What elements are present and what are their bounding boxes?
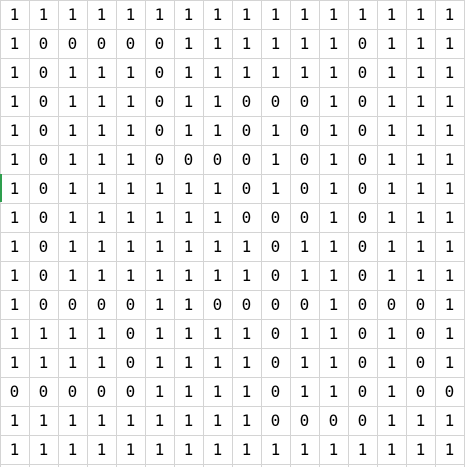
cell-r9-c15[interactable]: 1: [415, 236, 426, 256]
cell-r6-c3[interactable]: 1: [67, 149, 78, 169]
cell-r14-c5[interactable]: 0: [125, 381, 136, 401]
cell-r13-c14[interactable]: 1: [386, 352, 397, 372]
cell-r14-c7[interactable]: 1: [183, 381, 194, 401]
cell-r9-c8[interactable]: 1: [212, 236, 223, 256]
cell-r1-c10[interactable]: 1: [270, 4, 281, 24]
cell-r11-c6[interactable]: 1: [154, 294, 165, 314]
cell-r6-c4[interactable]: 1: [96, 149, 107, 169]
cell-r10-c5[interactable]: 1: [125, 265, 136, 285]
cell-r6-c6[interactable]: 0: [154, 149, 165, 169]
cell-r14-c1[interactable]: 0: [9, 381, 20, 401]
cell-r12-c3[interactable]: 1: [67, 323, 78, 343]
cell-r10-c16[interactable]: 1: [444, 265, 455, 285]
cell-r15-c13[interactable]: 0: [357, 410, 368, 430]
cell-r11-c9[interactable]: 0: [241, 294, 252, 314]
active-cell-indicator: [0, 174, 2, 202]
cell-r1-c13[interactable]: 1: [357, 4, 368, 24]
cell-r12-c8[interactable]: 1: [212, 323, 223, 343]
cell-r6-c5[interactable]: 1: [125, 149, 136, 169]
cell-r3-c8[interactable]: 1: [212, 62, 223, 82]
cell-r7-c16[interactable]: 1: [444, 178, 455, 198]
cell-r14-c14[interactable]: 1: [386, 381, 397, 401]
cell-r12-c9[interactable]: 1: [241, 323, 252, 343]
cell-r11-c14[interactable]: 0: [386, 294, 397, 314]
cell-r5-c13[interactable]: 0: [357, 120, 368, 140]
cell-r9-c16[interactable]: 1: [444, 236, 455, 256]
cell-r2-c10[interactable]: 1: [270, 33, 281, 53]
cell-r1-c8[interactable]: 1: [212, 4, 223, 24]
cell-r10-c9[interactable]: 1: [241, 265, 252, 285]
cell-r8-c13[interactable]: 0: [357, 207, 368, 227]
cell-r15-c2[interactable]: 1: [38, 410, 49, 430]
cell-r16-c7[interactable]: 1: [183, 439, 194, 459]
cell-r2-c7[interactable]: 1: [183, 33, 194, 53]
cell-r3-c9[interactable]: 1: [241, 62, 252, 82]
cell-r9-c14[interactable]: 1: [386, 236, 397, 256]
cell-r16-c14[interactable]: 1: [386, 439, 397, 459]
cell-r16-c16[interactable]: 1: [444, 439, 455, 459]
cell-r11-c11[interactable]: 0: [299, 294, 310, 314]
cell-r5-c9[interactable]: 0: [241, 120, 252, 140]
cell-r8-c4[interactable]: 1: [96, 207, 107, 227]
cell-r12-c15[interactable]: 0: [415, 323, 426, 343]
cell-r8-c1[interactable]: 1: [9, 207, 20, 227]
cell-r14-c12[interactable]: 1: [328, 381, 339, 401]
cell-r5-c10[interactable]: 1: [270, 120, 281, 140]
cell-r12-c7[interactable]: 1: [183, 323, 194, 343]
cell-r3-c6[interactable]: 0: [154, 62, 165, 82]
cell-r5-c16[interactable]: 1: [444, 120, 455, 140]
cell-r6-c11[interactable]: 0: [299, 149, 310, 169]
cell-r9-c9[interactable]: 1: [241, 236, 252, 256]
cell-r8-c3[interactable]: 1: [67, 207, 78, 227]
cell-r11-c5[interactable]: 0: [125, 294, 136, 314]
cell-r10-c6[interactable]: 1: [154, 265, 165, 285]
cell-r11-c1[interactable]: 1: [9, 294, 20, 314]
cell-r10-c12[interactable]: 1: [328, 265, 339, 285]
cell-r1-c4[interactable]: 1: [96, 4, 107, 24]
cell-r4-c9[interactable]: 0: [241, 91, 252, 111]
cell-r4-c1[interactable]: 1: [9, 91, 20, 111]
cell-r3-c11[interactable]: 1: [299, 62, 310, 82]
cell-r16-c8[interactable]: 1: [212, 439, 223, 459]
cell-r13-c15[interactable]: 0: [415, 352, 426, 372]
cell-r12-c13[interactable]: 0: [357, 323, 368, 343]
cell-r10-c11[interactable]: 1: [299, 265, 310, 285]
cell-r8-c14[interactable]: 1: [386, 207, 397, 227]
cell-r14-c13[interactable]: 0: [357, 381, 368, 401]
cell-r5-c6[interactable]: 0: [154, 120, 165, 140]
cell-r7-c3[interactable]: 1: [67, 178, 78, 198]
cell-r9-c1[interactable]: 1: [9, 236, 20, 256]
cell-r10-c15[interactable]: 1: [415, 265, 426, 285]
cell-r2-c4[interactable]: 0: [96, 33, 107, 53]
cell-r1-c1[interactable]: 1: [9, 4, 20, 24]
cell-r6-c12[interactable]: 1: [328, 149, 339, 169]
cell-r2-c11[interactable]: 1: [299, 33, 310, 53]
cell-r4-c6[interactable]: 0: [154, 91, 165, 111]
cell-r6-c9[interactable]: 0: [241, 149, 252, 169]
cell-r2-c13[interactable]: 0: [357, 33, 368, 53]
cell-r13-c7[interactable]: 1: [183, 352, 194, 372]
cell-r14-c15[interactable]: 0: [415, 381, 426, 401]
cell-r6-c7[interactable]: 0: [183, 149, 194, 169]
cell-r3-c10[interactable]: 1: [270, 62, 281, 82]
cell-r11-c15[interactable]: 0: [415, 294, 426, 314]
cell-r4-c7[interactable]: 1: [183, 91, 194, 111]
cell-r10-c1[interactable]: 1: [9, 265, 20, 285]
cell-r15-c10[interactable]: 0: [270, 410, 281, 430]
cell-r15-c5[interactable]: 1: [125, 410, 136, 430]
cell-r8-c6[interactable]: 1: [154, 207, 165, 227]
cell-r16-c4[interactable]: 1: [96, 439, 107, 459]
cell-r5-c14[interactable]: 1: [386, 120, 397, 140]
cell-r16-c1[interactable]: 1: [9, 439, 20, 459]
cell-r9-c3[interactable]: 1: [67, 236, 78, 256]
cell-r10-c3[interactable]: 1: [67, 265, 78, 285]
cell-r5-c4[interactable]: 1: [96, 120, 107, 140]
cell-r5-c2[interactable]: 0: [38, 120, 49, 140]
cell-r13-c6[interactable]: 1: [154, 352, 165, 372]
cell-r1-c2[interactable]: 1: [38, 4, 49, 24]
cell-r9-c2[interactable]: 0: [38, 236, 49, 256]
cell-r16-c11[interactable]: 1: [299, 439, 310, 459]
cell-r13-c5[interactable]: 0: [125, 352, 136, 372]
cell-r6-c8[interactable]: 0: [212, 149, 223, 169]
cell-r4-c13[interactable]: 0: [357, 91, 368, 111]
cell-r7-c11[interactable]: 0: [299, 178, 310, 198]
cell-r9-c5[interactable]: 1: [125, 236, 136, 256]
cell-r13-c12[interactable]: 1: [328, 352, 339, 372]
cell-r11-c3[interactable]: 0: [67, 294, 78, 314]
cell-r9-c4[interactable]: 1: [96, 236, 107, 256]
cell-r14-c11[interactable]: 1: [299, 381, 310, 401]
cell-r6-c16[interactable]: 1: [444, 149, 455, 169]
cell-r6-c10[interactable]: 1: [270, 149, 281, 169]
cell-r2-c3[interactable]: 0: [67, 33, 78, 53]
cell-r1-c7[interactable]: 1: [183, 4, 194, 24]
cell-r1-c6[interactable]: 1: [154, 4, 165, 24]
cell-r3-c2[interactable]: 0: [38, 62, 49, 82]
cell-r13-c13[interactable]: 0: [357, 352, 368, 372]
cell-r2-c2[interactable]: 0: [38, 33, 49, 53]
cell-r4-c16[interactable]: 1: [444, 91, 455, 111]
cell-r13-c10[interactable]: 0: [270, 352, 281, 372]
cell-r14-c8[interactable]: 1: [212, 381, 223, 401]
cell-r8-c12[interactable]: 1: [328, 207, 339, 227]
cell-r10-c14[interactable]: 1: [386, 265, 397, 285]
cell-r7-c13[interactable]: 0: [357, 178, 368, 198]
cell-r10-c8[interactable]: 1: [212, 265, 223, 285]
cell-r15-c6[interactable]: 1: [154, 410, 165, 430]
cell-r2-c15[interactable]: 1: [415, 33, 426, 53]
cell-r12-c10[interactable]: 0: [270, 323, 281, 343]
cell-r3-c14[interactable]: 1: [386, 62, 397, 82]
cell-r3-c12[interactable]: 1: [328, 62, 339, 82]
cell-r13-c16[interactable]: 1: [444, 352, 455, 372]
cell-r2-c14[interactable]: 1: [386, 33, 397, 53]
cell-r2-c1[interactable]: 1: [9, 33, 20, 53]
cell-r12-c1[interactable]: 1: [9, 323, 20, 343]
cell-r15-c1[interactable]: 1: [9, 410, 20, 430]
cell-r16-c10[interactable]: 1: [270, 439, 281, 459]
cell-r15-c3[interactable]: 1: [67, 410, 78, 430]
cell-r15-c8[interactable]: 1: [212, 410, 223, 430]
cell-r11-c7[interactable]: 1: [183, 294, 194, 314]
cell-r4-c3[interactable]: 1: [67, 91, 78, 111]
cell-r12-c2[interactable]: 1: [38, 323, 49, 343]
cell-r12-c14[interactable]: 1: [386, 323, 397, 343]
cell-r12-c12[interactable]: 1: [328, 323, 339, 343]
cell-r4-c12[interactable]: 1: [328, 91, 339, 111]
cell-r7-c7[interactable]: 1: [183, 178, 194, 198]
cell-r16-c15[interactable]: 1: [415, 439, 426, 459]
cell-r6-c13[interactable]: 0: [357, 149, 368, 169]
cell-r2-c16[interactable]: 1: [444, 33, 455, 53]
cell-r7-c9[interactable]: 0: [241, 178, 252, 198]
cell-r14-c6[interactable]: 1: [154, 381, 165, 401]
cell-r7-c14[interactable]: 1: [386, 178, 397, 198]
cell-r7-c15[interactable]: 1: [415, 178, 426, 198]
cell-r11-c13[interactable]: 0: [357, 294, 368, 314]
cell-r4-c4[interactable]: 1: [96, 91, 107, 111]
cell-r6-c14[interactable]: 1: [386, 149, 397, 169]
cell-r9-c7[interactable]: 1: [183, 236, 194, 256]
cell-r15-c15[interactable]: 1: [415, 410, 426, 430]
cell-r2-c8[interactable]: 1: [212, 33, 223, 53]
cell-r12-c6[interactable]: 1: [154, 323, 165, 343]
cell-r15-c14[interactable]: 1: [386, 410, 397, 430]
cell-r4-c15[interactable]: 1: [415, 91, 426, 111]
cell-r3-c7[interactable]: 1: [183, 62, 194, 82]
cell-r16-c12[interactable]: 1: [328, 439, 339, 459]
cell-r3-c3[interactable]: 1: [67, 62, 78, 82]
cell-r8-c10[interactable]: 0: [270, 207, 281, 227]
cell-r16-c13[interactable]: 1: [357, 439, 368, 459]
cell-r12-c11[interactable]: 1: [299, 323, 310, 343]
cell-r11-c10[interactable]: 0: [270, 294, 281, 314]
cell-r1-c11[interactable]: 1: [299, 4, 310, 24]
cell-r6-c15[interactable]: 1: [415, 149, 426, 169]
cell-r16-c3[interactable]: 1: [67, 439, 78, 459]
cell-r16-c5[interactable]: 1: [125, 439, 136, 459]
cell-r5-c15[interactable]: 1: [415, 120, 426, 140]
cell-r15-c12[interactable]: 0: [328, 410, 339, 430]
cell-r2-c6[interactable]: 0: [154, 33, 165, 53]
cell-r5-c5[interactable]: 1: [125, 120, 136, 140]
cell-r6-c1[interactable]: 1: [9, 149, 20, 169]
cell-r8-c15[interactable]: 1: [415, 207, 426, 227]
cell-r3-c5[interactable]: 1: [125, 62, 136, 82]
cell-r13-c4[interactable]: 1: [96, 352, 107, 372]
cell-r14-c4[interactable]: 0: [96, 381, 107, 401]
cell-r11-c8[interactable]: 0: [212, 294, 223, 314]
cell-r8-c7[interactable]: 1: [183, 207, 194, 227]
cell-r13-c8[interactable]: 1: [212, 352, 223, 372]
cell-r5-c11[interactable]: 0: [299, 120, 310, 140]
cell-r8-c9[interactable]: 0: [241, 207, 252, 227]
cell-r9-c11[interactable]: 1: [299, 236, 310, 256]
cell-r15-c16[interactable]: 1: [444, 410, 455, 430]
cell-r7-c12[interactable]: 1: [328, 178, 339, 198]
cell-r1-c14[interactable]: 1: [386, 4, 397, 24]
cell-r14-c9[interactable]: 1: [241, 381, 252, 401]
cell-r14-c3[interactable]: 0: [67, 381, 78, 401]
cell-r10-c7[interactable]: 1: [183, 265, 194, 285]
cell-r5-c1[interactable]: 1: [9, 120, 20, 140]
cell-r10-c13[interactable]: 0: [357, 265, 368, 285]
cell-r16-c6[interactable]: 1: [154, 439, 165, 459]
cell-r2-c9[interactable]: 1: [241, 33, 252, 53]
cell-r5-c12[interactable]: 1: [328, 120, 339, 140]
cell-r7-c4[interactable]: 1: [96, 178, 107, 198]
cell-r13-c1[interactable]: 1: [9, 352, 20, 372]
cell-r11-c16[interactable]: 1: [444, 294, 455, 314]
cell-r8-c5[interactable]: 1: [125, 207, 136, 227]
cell-r10-c4[interactable]: 1: [96, 265, 107, 285]
cell-r7-c2[interactable]: 0: [38, 178, 49, 198]
cell-r14-c2[interactable]: 0: [38, 381, 49, 401]
cell-r11-c2[interactable]: 0: [38, 294, 49, 314]
cell-r8-c2[interactable]: 0: [38, 207, 49, 227]
cell-r7-c10[interactable]: 1: [270, 178, 281, 198]
cell-r13-c11[interactable]: 1: [299, 352, 310, 372]
cell-r9-c13[interactable]: 0: [357, 236, 368, 256]
cell-r7-c6[interactable]: 1: [154, 178, 165, 198]
cell-r1-c16[interactable]: 1: [444, 4, 455, 24]
cell-r7-c5[interactable]: 1: [125, 178, 136, 198]
cell-r2-c12[interactable]: 1: [328, 33, 339, 53]
cell-r13-c9[interactable]: 1: [241, 352, 252, 372]
cell-r5-c7[interactable]: 1: [183, 120, 194, 140]
cell-r9-c6[interactable]: 1: [154, 236, 165, 256]
cell-r8-c8[interactable]: 1: [212, 207, 223, 227]
cell-r16-c2[interactable]: 1: [38, 439, 49, 459]
cell-r12-c4[interactable]: 1: [96, 323, 107, 343]
cell-r15-c4[interactable]: 1: [96, 410, 107, 430]
cell-r10-c2[interactable]: 0: [38, 265, 49, 285]
cell-r13-c2[interactable]: 1: [38, 352, 49, 372]
cell-r8-c16[interactable]: 1: [444, 207, 455, 227]
cell-r1-c15[interactable]: 1: [415, 4, 426, 24]
cell-r4-c11[interactable]: 0: [299, 91, 310, 111]
cell-r1-c9[interactable]: 1: [241, 4, 252, 24]
cell-r12-c5[interactable]: 0: [125, 323, 136, 343]
cell-r7-c8[interactable]: 1: [212, 178, 223, 198]
cell-r15-c9[interactable]: 1: [241, 410, 252, 430]
cell-r9-c12[interactable]: 1: [328, 236, 339, 256]
cell-r9-c10[interactable]: 0: [270, 236, 281, 256]
cell-r15-c11[interactable]: 0: [299, 410, 310, 430]
cell-r7-c1[interactable]: 1: [9, 178, 20, 198]
cell-r3-c13[interactable]: 0: [357, 62, 368, 82]
cell-r4-c14[interactable]: 1: [386, 91, 397, 111]
cell-r5-c8[interactable]: 1: [212, 120, 223, 140]
cell-r14-c10[interactable]: 0: [270, 381, 281, 401]
cell-r14-c16[interactable]: 0: [444, 381, 455, 401]
cell-r5-c3[interactable]: 1: [67, 120, 78, 140]
cell-r4-c2[interactable]: 0: [38, 91, 49, 111]
cell-r4-c8[interactable]: 1: [212, 91, 223, 111]
cell-r3-c1[interactable]: 1: [9, 62, 20, 82]
cell-r15-c7[interactable]: 1: [183, 410, 194, 430]
cell-r4-c5[interactable]: 1: [125, 91, 136, 111]
cell-r11-c12[interactable]: 1: [328, 294, 339, 314]
cell-r4-c10[interactable]: 0: [270, 91, 281, 111]
cell-r3-c16[interactable]: 1: [444, 62, 455, 82]
cell-r1-c3[interactable]: 1: [67, 4, 78, 24]
cell-r8-c11[interactable]: 0: [299, 207, 310, 227]
cell-r13-c3[interactable]: 1: [67, 352, 78, 372]
cell-r1-c12[interactable]: 1: [328, 4, 339, 24]
cell-r10-c10[interactable]: 0: [270, 265, 281, 285]
cell-r12-c16[interactable]: 1: [444, 323, 455, 343]
cell-r6-c2[interactable]: 0: [38, 149, 49, 169]
cell-r16-c9[interactable]: 1: [241, 439, 252, 459]
cell-r3-c4[interactable]: 1: [96, 62, 107, 82]
cell-r11-c4[interactable]: 0: [96, 294, 107, 314]
cell-r2-c5[interactable]: 0: [125, 33, 136, 53]
cell-r3-c15[interactable]: 1: [415, 62, 426, 82]
cell-r1-c5[interactable]: 1: [125, 4, 136, 24]
